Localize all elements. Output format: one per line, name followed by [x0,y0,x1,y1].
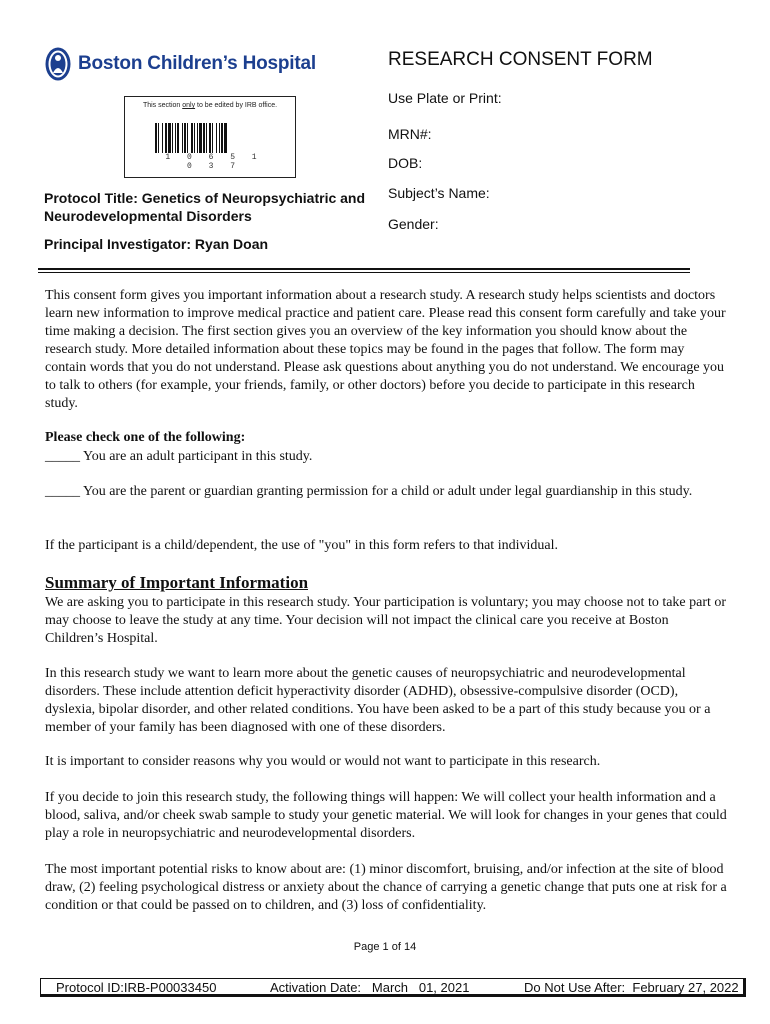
footer-activation-date: Activation Date: March 01, 2021 [270,980,470,995]
barcode-bar [172,123,173,153]
check-option-parent: _____ You are the parent or guardian granting permission for a child or adult under legal guardianship in this study. [45,484,693,499]
barcode-bar [203,123,205,153]
summary-paragraph-2: In this research study we want to learn more about the genetic causes of neuropsychiatric and neurodevelopmental disorders. These include attention deficit hyperactivity disorder (ADHD), obsessive-compulsive disorder (OCD), dyslexia, bipolar disorder, and other related conditions. You have been asked to be a part of this study because you or a member of your family has been diagnosed with one of these disorders. [45,666,711,735]
barcode-bar [184,123,186,153]
page-number: Page 1 of 14 [353,941,417,953]
summary-heading: Summary of Important Information [45,573,309,592]
barcode-bar [221,123,223,153]
barcode-bar [224,123,227,153]
barcode-bar [158,123,159,153]
field-dob: DOB: [388,155,423,171]
field-gender: Gender: [388,216,439,232]
barcode-bar [216,123,217,153]
field-subject-name: Subject’s Name: [388,185,490,201]
barcode-digits: 1 0 6 5 1 0 3 7 [165,153,263,171]
header-divider [38,268,690,270]
footer-do-not-use-after: Do Not Use After: February 27, 2022 [524,980,739,995]
hospital-seal-icon [44,46,72,82]
barcode-bar [197,123,198,153]
barcode-bar [199,123,202,153]
barcode [155,123,273,153]
irb-note: This section only to be edited by IRB office. [142,102,278,109]
summary-paragraph-4: If you decide to join this research study, the following things will happen: We will collect your health information and a blood, saliva, and/or cheek swab sample to study your genetic material. We will look for changes in your genes that could play a role in neuropsychiatric and neurodevelopmental disorders. [45,790,727,841]
hospital-name: Boston Children’s Hospital [78,53,316,74]
barcode-bar [191,123,193,153]
barcode-bar [219,123,220,153]
field-mrn: MRN#: [388,126,432,142]
footer-bar [40,978,746,997]
form-title: RESEARCH CONSENT FORM [388,49,653,70]
participant-note: If the participant is a child/dependent, the use of "you" in this form refers to that individual. [45,538,558,553]
intro-paragraph: This consent form gives you important information about a research study. A research study helps scientists and doctors learn new information to improve medical practice and patient care. Please read this consent form carefully and take your time making a decision. The first section gives you an overview of the key information you should know about the research study. More detailed information about these topics may be found in the pages that follow. The form may contain words that you do not understand. Please ask questions about anything you do not understand. We encourage you to talk to others (for example, your friends, family, or other doctors) before you decide to participate in this research study. [45,288,726,411]
barcode-bar [182,123,183,153]
barcode-bar [155,123,157,153]
barcode-bar [177,123,179,153]
check-option-adult: _____ You are an adult participant in this study. [45,449,313,464]
summary-paragraph-1: We are asking you to participate in this research study. Your participation is voluntary; you may choose not to take part or may choose to leave the study at any time. Your decision will not impact the clinical care you receive at Boston Children’s Hospital. [45,595,727,646]
irb-office-box [124,96,296,178]
barcode-bar [206,123,207,153]
protocol-title: Protocol Title: Genetics of Neuropsychiatric and Neurodevelopmental Disorders [44,190,366,224]
principal-investigator: Principal Investigator: Ryan Doan [44,236,269,252]
barcode-bar [162,123,163,153]
summary-paragraph-5: The most important potential risks to know about are: (1) minor discomfort, bruising, and/or infection at the site of blood draw, (2) feeling psychological distress or anxiety about the chance of carrying a genetic change that puts one at risk for a condition or that could be passed on to children, and (3) loss of confidentiality. [45,862,727,913]
barcode-bar [209,123,211,153]
header-divider-thin [38,272,690,273]
check-heading: Please check one of the following: [45,430,246,445]
footer-protocol-id: Protocol ID:IRB-P00033450 [56,980,217,995]
barcode-bar [168,123,171,153]
barcode-bar [175,123,176,153]
hospital-logo [44,46,316,82]
barcode-bar [187,123,188,153]
field-plate: Use Plate or Print: [388,90,502,106]
summary-paragraph-3: It is important to consider reasons why you would or would not want to participate in this research. [45,754,601,769]
barcode-bar [212,123,213,153]
barcode-bar [165,123,167,153]
barcode-bar [194,123,195,153]
